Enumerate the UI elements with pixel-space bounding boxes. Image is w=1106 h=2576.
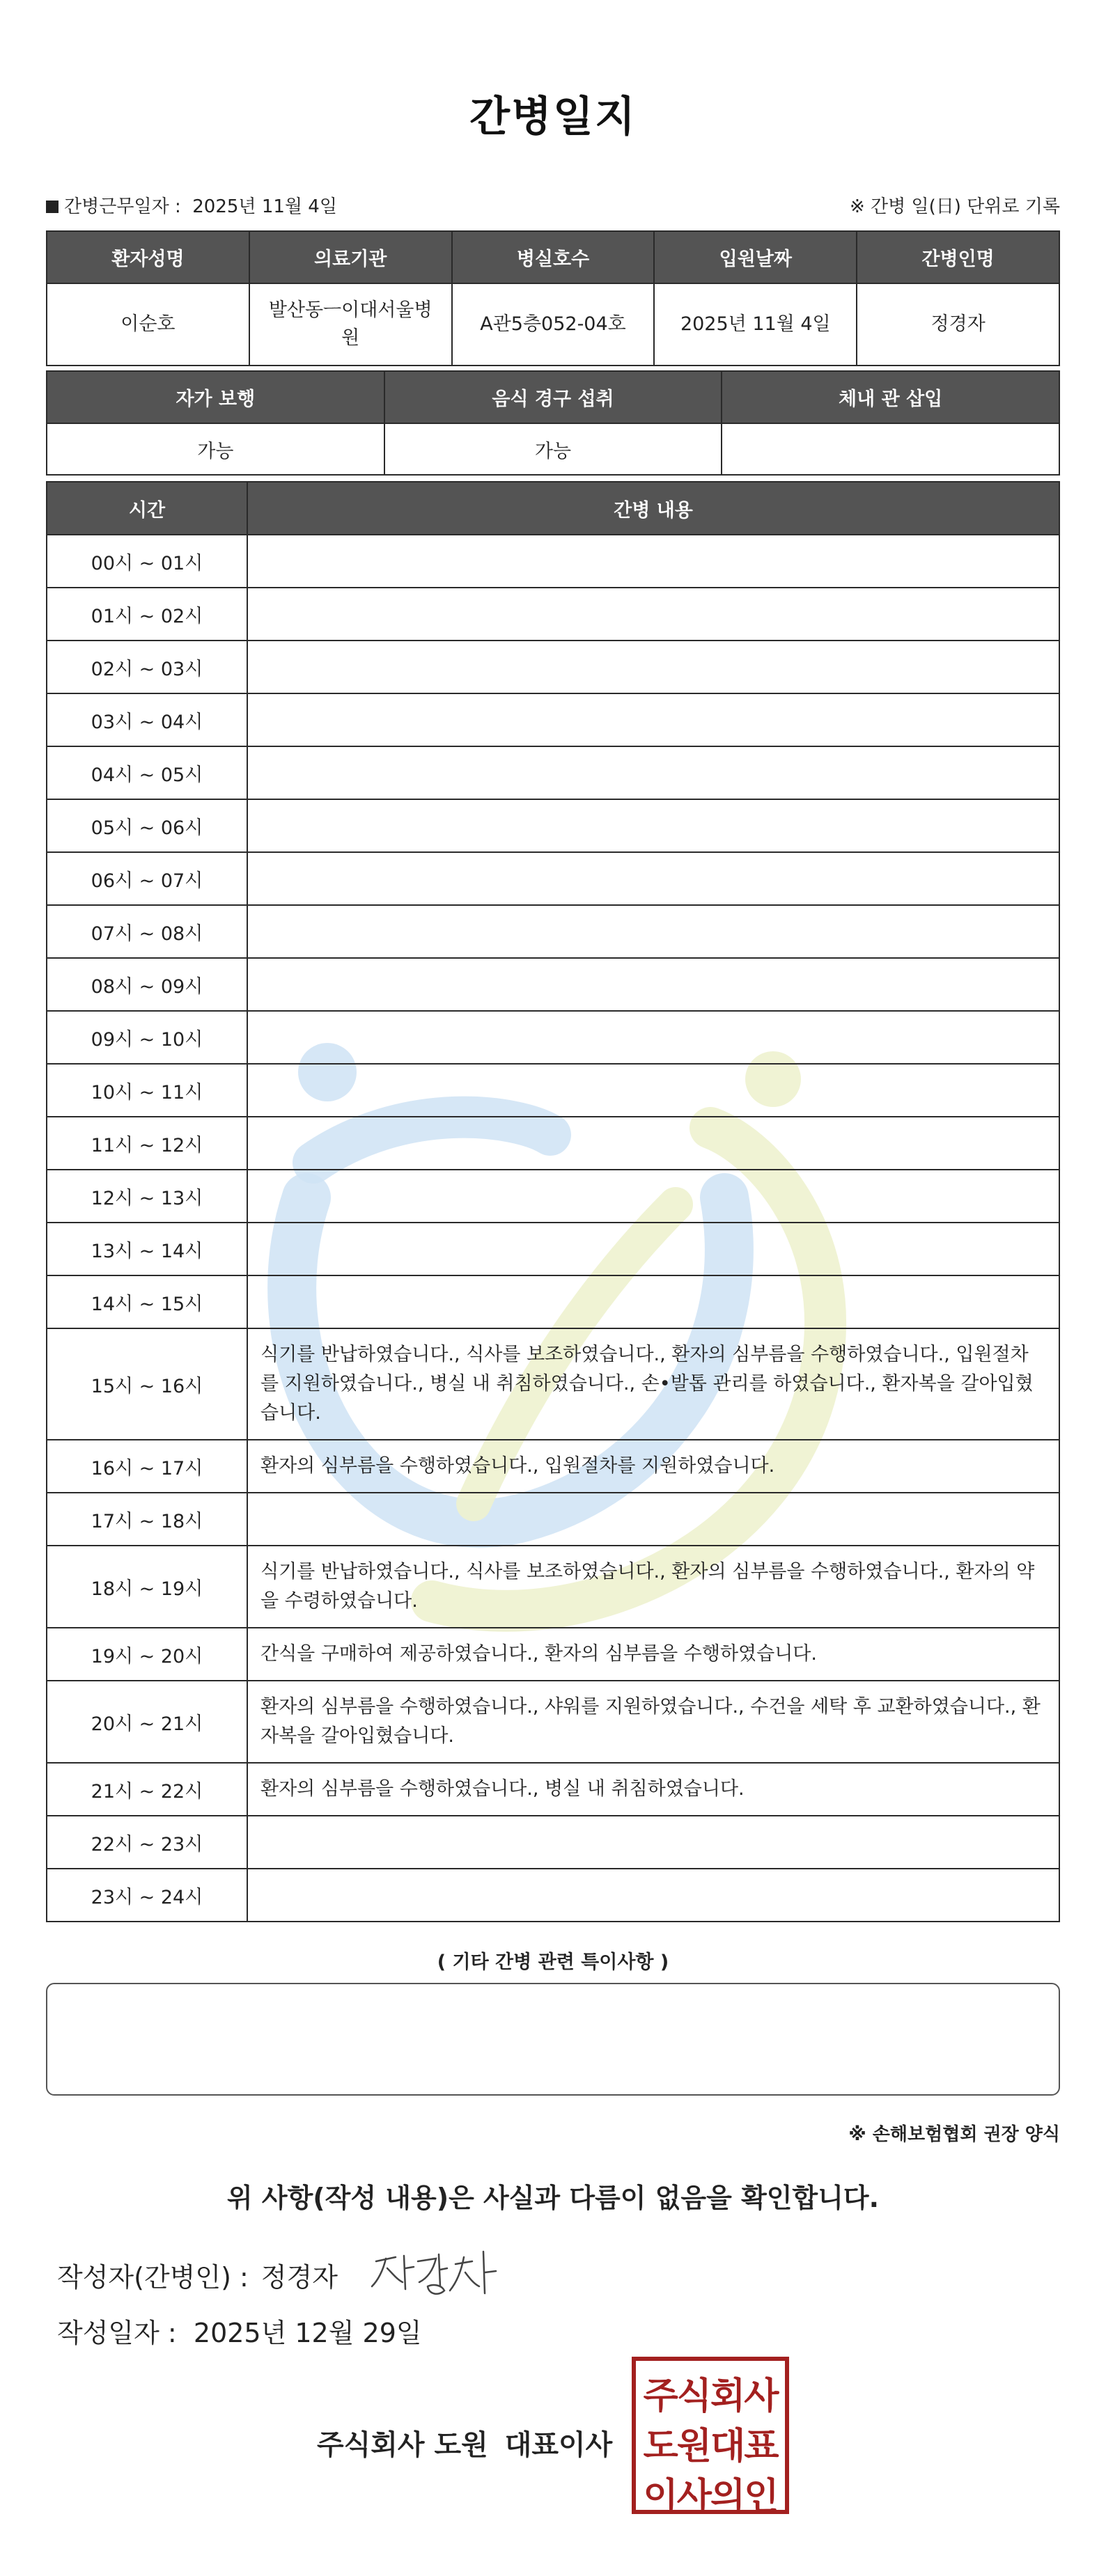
patient-info-table (46, 230, 1060, 366)
table-row (47, 958, 1059, 1011)
table-row (47, 588, 1059, 641)
time-slot: 22시 ~ 23시 (47, 1816, 247, 1869)
time-slot: 11시 ~ 12시 (47, 1117, 247, 1170)
care-content (247, 799, 1059, 852)
care-content (247, 588, 1059, 641)
work-date-value: 2025년 11월 4일 (192, 196, 337, 217)
table-row (47, 1064, 1059, 1117)
care-content (247, 535, 1059, 588)
tube-insertion-value (722, 423, 1059, 475)
time-slot: 05시 ~ 06시 (47, 799, 247, 852)
time-slot: 04시 ~ 05시 (47, 746, 247, 799)
work-date (46, 192, 337, 218)
table-row (47, 1011, 1059, 1064)
table-row (47, 535, 1059, 588)
header-self-walking: 자가 보행 (47, 371, 384, 423)
care-content (247, 1275, 1059, 1328)
self-walking-value: 가능 (47, 423, 384, 475)
table-row (47, 1681, 1059, 1763)
time-slot: 14시 ~ 15시 (47, 1275, 247, 1328)
header-room-number: 병실호수 (452, 231, 655, 283)
table-row (47, 799, 1059, 852)
header-caregiver-name: 간병인명 (857, 231, 1059, 283)
time-slot: 10시 ~ 11시 (47, 1064, 247, 1117)
record-note: ※ 간병 일(日) 단위로 기록 (849, 196, 1060, 217)
care-content (247, 958, 1059, 1011)
header-time: 시간 (47, 482, 247, 535)
hospital-name: 발산동ㅡ이대서울병원 (249, 283, 452, 366)
table-row (47, 905, 1059, 958)
time-slot: 23시 ~ 24시 (47, 1869, 247, 1922)
time-slot: 06시 ~ 07시 (47, 852, 247, 905)
writer-line (57, 2256, 338, 2294)
write-date-label: 작성일자 : (57, 2318, 177, 2348)
care-content: 식기를 반납하였습니다., 식사를 보조하였습니다., 환자의 심부름을 수행하였습니다., 환자의 약을 수령하였습니다. (247, 1546, 1059, 1628)
care-log-table (46, 481, 1060, 1922)
table-row (47, 1628, 1059, 1681)
header-oral-intake: 음식 경구 섭취 (384, 371, 722, 423)
table-row (47, 1117, 1059, 1170)
table-row (47, 1328, 1059, 1440)
table-row (47, 1170, 1059, 1223)
time-slot: 18시 ~ 19시 (47, 1546, 247, 1628)
time-slot: 09시 ~ 10시 (47, 1011, 247, 1064)
confirmation-statement: 위 사항(작성 내용)은 사실과 다름이 없음을 확인합니다. (226, 2183, 880, 2213)
handwritten-signature (369, 2240, 501, 2303)
time-slot: 13시 ~ 14시 (47, 1223, 247, 1275)
company-seal (632, 2357, 789, 2518)
care-content (247, 905, 1059, 958)
header-admission-date: 입원날짜 (654, 231, 857, 283)
table-row (47, 852, 1059, 905)
table-row (47, 1763, 1059, 1816)
care-content (247, 852, 1059, 905)
remarks-box (46, 1983, 1060, 2096)
table-row (47, 1869, 1059, 1922)
patient-status-table (46, 370, 1060, 476)
table-row (47, 693, 1059, 746)
writer-label: 작성자(간병인) : (57, 2262, 249, 2293)
page-title: 간병일지 (469, 93, 637, 141)
write-date-value: 2025년 12월 29일 (193, 2318, 422, 2348)
care-content (247, 1493, 1059, 1546)
oral-intake-value: 가능 (384, 423, 722, 475)
care-content (247, 1170, 1059, 1223)
care-content (247, 746, 1059, 799)
care-content: 환자의 심부름을 수행하였습니다., 샤워를 지원하였습니다., 수건을 세탁 후 교환하였습니다., 환자복을 갈아입혔습니다. (247, 1681, 1059, 1763)
table-row (47, 1223, 1059, 1275)
remarks-title: ( 기타 간병 관련 특이사항 ) (437, 1951, 669, 1973)
table-row (47, 1493, 1059, 1546)
company-name: 주식회사 도원 (317, 2429, 488, 2461)
time-slot: 15시 ~ 16시 (47, 1328, 247, 1440)
seal-row: 도원대표 (643, 2426, 778, 2467)
care-content: 간식을 구매하여 제공하였습니다., 환자의 심부름을 수행하였습니다. (247, 1628, 1059, 1681)
writer-name: 정경자 (260, 2262, 338, 2293)
table-row (47, 1546, 1059, 1628)
time-slot: 21시 ~ 22시 (47, 1763, 247, 1816)
care-content (247, 1869, 1059, 1922)
patient-name: 이순호 (47, 283, 249, 366)
care-content: 환자의 심부름을 수행하였습니다., 입원절차를 지원하였습니다. (247, 1440, 1059, 1493)
association-note: ※ 손해보험협회 권장 양식 (848, 2124, 1060, 2145)
time-slot: 03시 ~ 04시 (47, 693, 247, 746)
room-number: A관5층052-04호 (452, 283, 655, 366)
care-content: 식기를 반납하였습니다., 식사를 보조하였습니다., 환자의 심부름을 수행하였습니다., 입원절차를 지원하였습니다., 병실 내 취침하였습니다., 손•발톱 관리를 하였습니다., 환자복을 갈아입혔습니다. (247, 1328, 1059, 1440)
time-slot: 12시 ~ 13시 (47, 1170, 247, 1223)
care-content (247, 1064, 1059, 1117)
company-title: 대표이사 (504, 2429, 613, 2461)
time-slot: 07시 ~ 08시 (47, 905, 247, 958)
table-row (47, 1440, 1059, 1493)
admission-date: 2025년 11월 4일 (654, 283, 857, 366)
care-content: 환자의 심부름을 수행하였습니다., 병실 내 취침하였습니다. (247, 1763, 1059, 1816)
work-date-label: 간병근무일자 : (64, 196, 181, 217)
time-slot: 17시 ~ 18시 (47, 1493, 247, 1546)
write-date-line (57, 2311, 422, 2350)
time-slot: 01시 ~ 02시 (47, 588, 247, 641)
seal-row: 주식회사 (643, 2375, 778, 2417)
care-content (247, 1117, 1059, 1170)
work-date-line (46, 192, 1060, 220)
time-slot: 19시 ~ 20시 (47, 1628, 247, 1681)
square-bullet-icon (46, 201, 59, 213)
care-content (247, 1223, 1059, 1275)
caregiver-name: 정경자 (857, 283, 1059, 366)
table-row (47, 1275, 1059, 1328)
time-slot: 00시 ~ 01시 (47, 535, 247, 588)
header-hospital: 의료기관 (249, 231, 452, 283)
time-slot: 16시 ~ 17시 (47, 1440, 247, 1493)
care-content (247, 1011, 1059, 1064)
care-content (247, 641, 1059, 693)
table-row (47, 746, 1059, 799)
company-line (317, 2423, 612, 2463)
time-slot: 08시 ~ 09시 (47, 958, 247, 1011)
table-row (47, 641, 1059, 693)
time-slot: 02시 ~ 03시 (47, 641, 247, 693)
header-care-content: 간병 내용 (247, 482, 1059, 535)
time-slot: 20시 ~ 21시 (47, 1681, 247, 1763)
header-tube-insertion: 체내 관 삽입 (722, 371, 1059, 423)
care-content (247, 693, 1059, 746)
header-patient-name: 환자성명 (47, 231, 249, 283)
seal-row: 이사의인 (643, 2476, 778, 2518)
table-row (47, 1816, 1059, 1869)
care-content (247, 1816, 1059, 1869)
